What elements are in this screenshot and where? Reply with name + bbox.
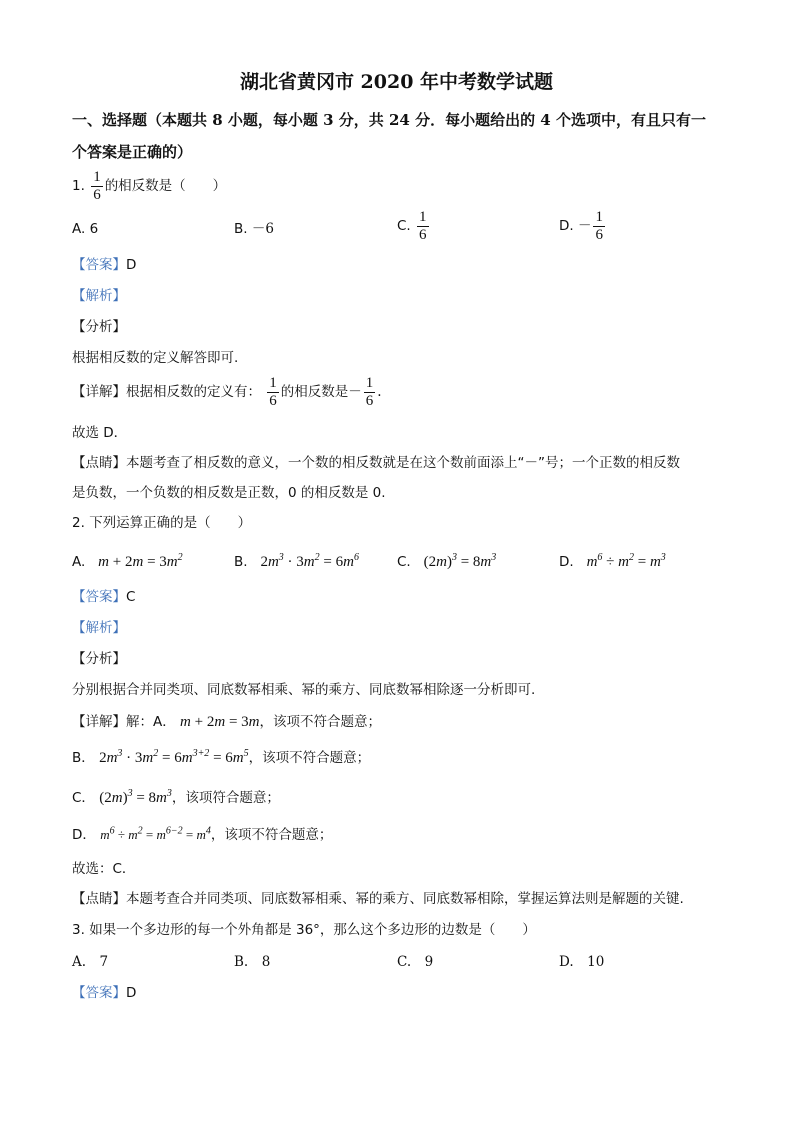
q1-option-a: A. 6	[72, 221, 99, 237]
q1-fenxi-label: 【分析】	[72, 319, 126, 335]
q1-option-b: B. －6	[234, 221, 274, 237]
q2-analysis: 分别根据合并同类项、同底数幂相乘、幂的乘方、同底数幂相除逐一分析即可.	[72, 682, 536, 698]
q2-comment: 【点睛】本题考查合并同类项、同底数幂相乘、幂的乘方、同底数幂相除，掌握运算法则是解题的关键.	[72, 891, 684, 907]
q3-option-a: A. 7	[72, 954, 109, 970]
q2-stem: 2. 下列运算正确的是（ ）	[72, 515, 252, 531]
q2-conclusion: 故选：C．	[72, 861, 136, 877]
q1-stem-text: 的相反数是（ ）	[104, 178, 227, 194]
q2-answer: 【答案】C	[72, 589, 136, 605]
q1-jiexi-label: 【解析】	[72, 288, 126, 304]
q1-option-c: C. $\frac{1}{6}$	[397, 209, 427, 243]
q3-answer: 【答案】D	[72, 985, 137, 1001]
section-heading-line2: 个答案是正确的）	[72, 143, 193, 161]
q1-option-d: D. － $\frac{1}{6}$	[559, 209, 603, 243]
q2-detail-c: C． $(2m)^3 = 8m^3$，该项符合题意；	[72, 788, 280, 806]
q1-answer: 【答案】D	[72, 257, 137, 273]
q2-option-b: B. $2m^3 \cdot 3m^2 = 6m^6$	[234, 552, 359, 570]
section-heading-line1: 一、选择题（本题共 8 小题，每小题 3 分，共 24 分．每小题给出的 4 个选项中，有且只有一	[72, 111, 706, 129]
q2-detail-b: B． $2m^3 \cdot 3m^2 = 6m^{3+2} = 6m^5$，该项不符合题意；	[72, 748, 371, 766]
q2-option-a: A. $m + 2m = 3m^2$	[72, 552, 183, 570]
q2-detail-a: 【详解】解：A． m + 2m = 3m，该项不符合题意；	[72, 714, 382, 730]
q2-fenxi-label: 【分析】	[72, 651, 126, 667]
q3-option-d: D. 10	[559, 954, 605, 970]
q1-comment-line1: 【点睛】本题考查了相反数的意义，一个数的相反数就是在这个数前面添上“－”号；一个正数的相反数	[72, 455, 680, 471]
q2-option-c: C. $(2m)^3 = 8m^3$	[397, 552, 497, 570]
q3-option-b: B. 8	[234, 954, 271, 970]
q1-conclusion: 故选 D．	[72, 425, 128, 441]
q2-option-d: D. $m^6 \div m^2 = m^3$	[559, 552, 666, 570]
q1-stem	[72, 168, 226, 204]
q1-fraction: $\frac{1}{6}$	[93, 169, 101, 203]
q2-detail-d: D． $m^6 \div m^2 = m^{6-2} = m^4$，该项不符合题意；	[72, 825, 333, 843]
q1-analysis: 根据相反数的定义解答即可.	[72, 350, 239, 366]
page-title: 湖北省黄冈市 2020 年中考数学试题	[239, 71, 554, 93]
q1-number: 1.	[72, 178, 85, 194]
q1-comment-line2: 是负数，一个负数的相反数是正数，0 的相反数是 0.	[72, 485, 386, 501]
q1-detail: 【详解】根据相反数的定义有： $\frac{1}{6}$ 的相反数是－ $\frac{1}{6}$ .	[72, 375, 382, 409]
q2-jiexi-label: 【解析】	[72, 620, 126, 636]
q3-stem: 3. 如果一个多边形的每一个外角都是 36°，那么这个多边形的边数是（ ）	[72, 922, 536, 938]
q3-option-c: C. 9	[397, 954, 434, 970]
